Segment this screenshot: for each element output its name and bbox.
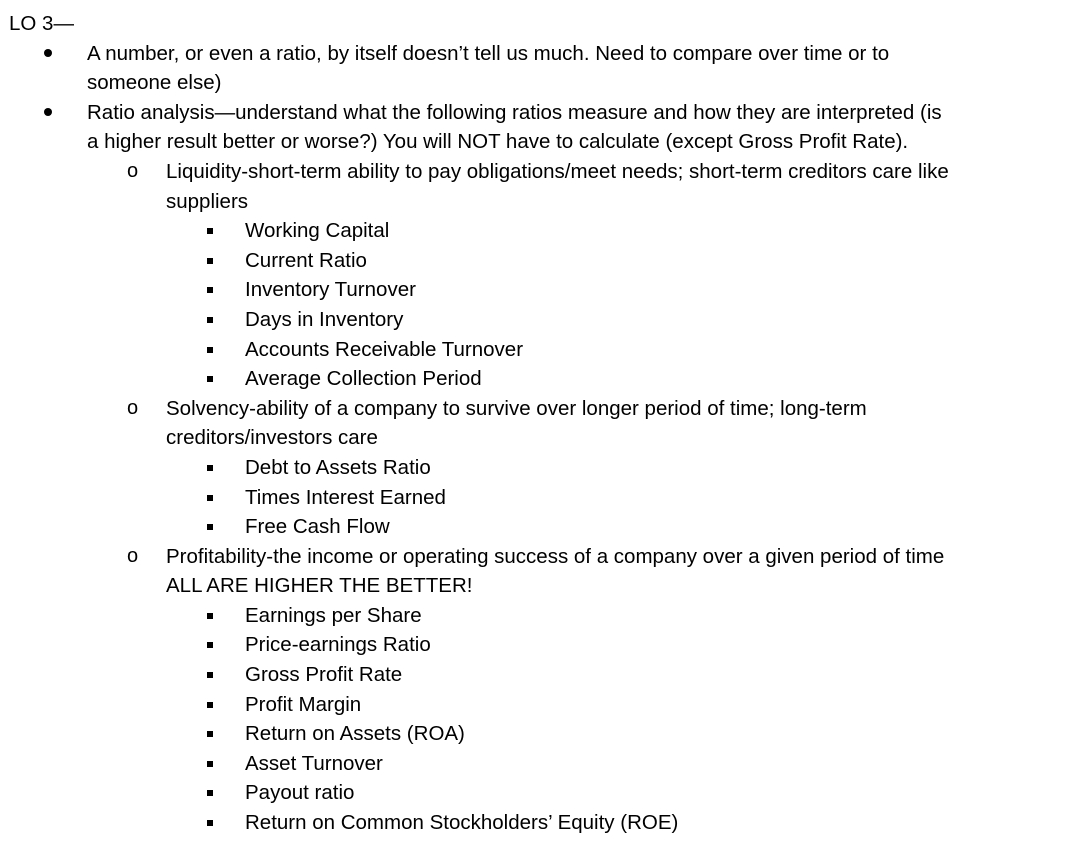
ratio-item bbox=[0, 630, 1066, 660]
category-line bbox=[0, 157, 1066, 187]
ratio-item bbox=[0, 305, 1066, 335]
ratio-text: Gross Profit Rate bbox=[245, 663, 403, 687]
bullet-dot-icon bbox=[44, 98, 52, 128]
ratio-item bbox=[0, 335, 1066, 365]
ratio-text: Asset Turnover bbox=[245, 751, 383, 775]
square-bullet-icon bbox=[207, 808, 213, 838]
ratio-text: Free Cash Flow bbox=[245, 515, 390, 539]
category-text: creditors/investors care bbox=[166, 426, 378, 450]
ratio-item bbox=[0, 275, 1066, 305]
ratio-text: Price-earnings Ratio bbox=[245, 633, 431, 657]
ratio-text: Times Interest Earned bbox=[245, 485, 446, 509]
ratio-item bbox=[0, 808, 1066, 838]
square-bullet-icon bbox=[207, 275, 213, 305]
ratio-item bbox=[0, 364, 1066, 394]
bullet-text: A number, or even a ratio, by itself doesn’t tell us much. Need to compare over time or to bbox=[87, 41, 890, 65]
ratio-item bbox=[0, 749, 1066, 779]
section-heading: LO 3— bbox=[9, 12, 74, 35]
ratio-text: Days in Inventory bbox=[245, 307, 404, 331]
bullet-item-line bbox=[0, 68, 1066, 98]
category-line bbox=[0, 542, 1066, 572]
category-line bbox=[0, 394, 1066, 424]
ratio-text: Return on Common Stockholders’ Equity (ROE) bbox=[245, 811, 679, 835]
square-bullet-icon bbox=[207, 483, 213, 513]
ratio-item bbox=[0, 778, 1066, 808]
category-line bbox=[0, 571, 1066, 601]
ratio-item bbox=[0, 246, 1066, 276]
square-bullet-icon bbox=[207, 453, 213, 483]
category-text: Profitability-the income or operating success of a company over a given period of time bbox=[166, 544, 945, 568]
ratio-item bbox=[0, 216, 1066, 246]
ratio-item bbox=[0, 660, 1066, 690]
category-line bbox=[0, 187, 1066, 217]
circle-bullet-icon: o bbox=[127, 396, 139, 419]
circle-bullet-icon: o bbox=[127, 159, 139, 182]
ratio-text: Earnings per Share bbox=[245, 603, 422, 627]
ratio-text: Accounts Receivable Turnover bbox=[245, 337, 524, 361]
square-bullet-icon bbox=[207, 305, 213, 335]
ratio-item bbox=[0, 483, 1066, 513]
ratio-text: Payout ratio bbox=[245, 781, 355, 805]
square-bullet-icon bbox=[207, 335, 213, 365]
circle-bullet-icon: o bbox=[127, 544, 139, 567]
ratio-text: Return on Assets (ROA) bbox=[245, 722, 465, 746]
bullet-text: Ratio analysis—understand what the following ratios measure and how they are interpreted (is bbox=[87, 100, 942, 124]
square-bullet-icon bbox=[207, 364, 213, 394]
bullet-item-line bbox=[0, 39, 1066, 69]
ratio-text: Debt to Assets Ratio bbox=[245, 455, 431, 479]
square-bullet-icon bbox=[207, 690, 213, 720]
bullet-dot-icon bbox=[44, 39, 52, 69]
category-text: Liquidity-short-term ability to pay obligations/meet needs; short-term creditors care like bbox=[166, 159, 949, 183]
ratio-item bbox=[0, 512, 1066, 542]
bullet-item-line bbox=[0, 127, 1066, 157]
ratio-item bbox=[0, 690, 1066, 720]
ratio-item bbox=[0, 719, 1066, 749]
bullet-text: someone else) bbox=[87, 71, 222, 95]
category-line bbox=[0, 423, 1066, 453]
square-bullet-icon bbox=[207, 778, 213, 808]
category-text: suppliers bbox=[166, 189, 249, 213]
ratio-item bbox=[0, 453, 1066, 483]
square-bullet-icon bbox=[207, 749, 213, 779]
square-bullet-icon bbox=[207, 216, 213, 246]
square-bullet-icon bbox=[207, 719, 213, 749]
bullet-item-line bbox=[0, 98, 1066, 128]
category-text: ALL ARE HIGHER THE BETTER! bbox=[166, 574, 473, 598]
ratio-text: Profit Margin bbox=[245, 692, 362, 716]
square-bullet-icon bbox=[207, 660, 213, 690]
bullet-text: a higher result better or worse?) You will NOT have to calculate (except Gross Profit Rate). bbox=[87, 130, 909, 154]
ratio-text: Working Capital bbox=[245, 219, 390, 243]
category-text: Solvency-ability of a company to survive over longer period of time; long-term bbox=[166, 396, 867, 420]
ratio-text: Inventory Turnover bbox=[245, 278, 416, 302]
square-bullet-icon bbox=[207, 512, 213, 542]
square-bullet-icon bbox=[207, 630, 213, 660]
ratio-text: Average Collection Period bbox=[245, 367, 482, 391]
ratio-item bbox=[0, 601, 1066, 631]
ratio-text: Current Ratio bbox=[245, 248, 367, 272]
square-bullet-icon bbox=[207, 246, 213, 276]
square-bullet-icon bbox=[207, 601, 213, 631]
